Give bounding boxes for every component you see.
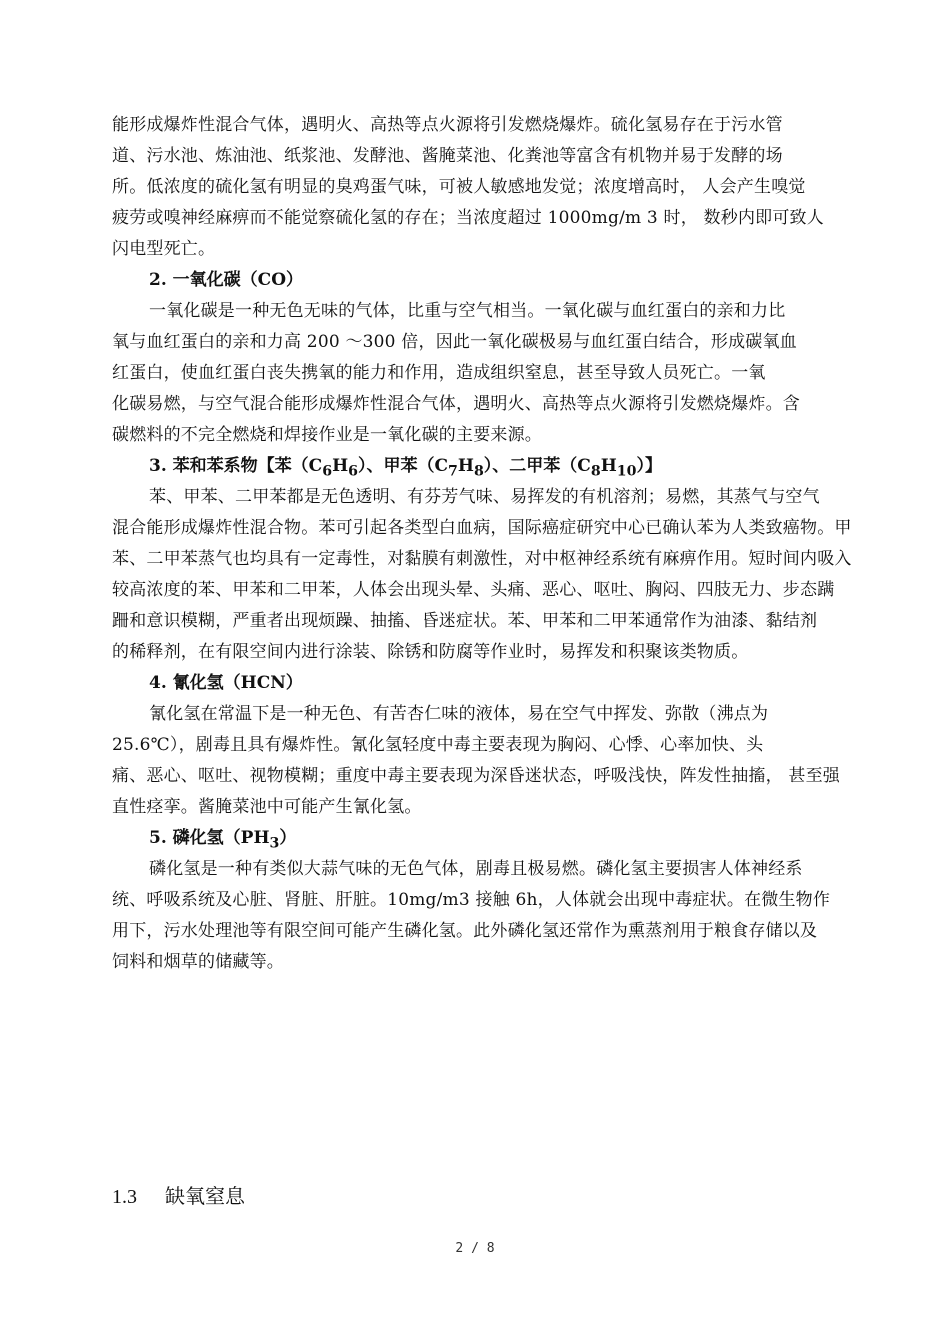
paragraph-line: 统、呼吸系统及心脏、肾脏、肝脏。10mg/m3 接触 6h，人体就会出现中毒症状。在微生物作 (112, 890, 831, 910)
paragraph-line: 饲料和烟草的储藏等。 (112, 952, 284, 972)
heading-hcn: 4. 氰化氢（HCN） (149, 673, 303, 693)
formula-subscript: 10 (616, 463, 637, 480)
paragraph-line: 道、污水池、炼油池、纸浆池、发酵池、酱腌菜池、化粪池等富含有机物并易于发酵的场 (112, 146, 783, 166)
heading-co: 2. 一氧化碳（CO） (149, 270, 304, 290)
formula-subscript: 6 (322, 463, 333, 480)
formula-subscript: 6 (348, 463, 358, 480)
paragraph-line: 较高浓度的苯、甲苯和二甲苯，人体会出现头晕、头痛、恶心、呕吐、胸闷、四肢无力、步态蹒 (112, 580, 835, 600)
formula-h: H (332, 456, 349, 476)
formula-subscript: 3 (269, 835, 280, 852)
formula-subscript: 8 (473, 463, 484, 480)
heading-text: 5. 磷化氢（PH (149, 828, 270, 848)
paragraph-line: 直性痉挛。酱腌菜池中可能产生氰化氢。 (112, 797, 422, 817)
formula-c: C (577, 456, 591, 476)
heading-text: ）】 (636, 456, 662, 476)
formula-h: H (457, 456, 474, 476)
formula-subscript: 7 (448, 463, 458, 480)
paragraph-line: 痛、恶心、呕吐、视物模糊；重度中毒主要表现为深昏迷状态，呼吸浅快，阵发性抽搐， 甚至强 (112, 766, 841, 786)
section-heading (112, 1183, 245, 1211)
paragraph-line: 磷化氢是一种有类似大蒜气味的无色气体，剧毒且极易燃。磷化氢主要损害人体神经系 (149, 859, 803, 879)
paragraph-line: 所。低浓度的硫化氢有明显的臭鸡蛋气味，可被人敏感地发觉；浓度增高时， 人会产生嗅觉 (112, 177, 806, 197)
paragraph-line: 混合能形成爆炸性混合物。苯可引起各类型白血病，国际癌症研究中心已确认苯为人类致癌物。甲 (112, 518, 852, 538)
paragraph-line: 化碳易燃，与空气混合能形成爆炸性混合气体，遇明火、高热等点火源将引发燃烧爆炸。含 (112, 394, 800, 414)
paragraph-line: 25.6℃），剧毒且具有爆炸性。氰化氢轻度中毒主要表现为胸闷、心悸、心率加快、头 (112, 735, 764, 755)
heading-text: ）、二甲苯（ (483, 456, 578, 476)
section-number: 1.3 (112, 1186, 137, 1208)
paragraph-line: 疲劳或嗅神经麻痹而不能觉察硫化氢的存在；当浓度超过 1000mg/m 3 时， 数秒内即可致人 (112, 208, 824, 228)
paragraph-line: 跚和意识模糊，严重者出现烦躁、抽搐、昏迷症状。苯、甲苯和二甲苯通常作为油漆、黏结剂 (112, 611, 818, 631)
page-number: 2 / 8 (455, 1241, 495, 1256)
heading-text: ） (279, 828, 297, 848)
formula-h: H (600, 456, 617, 476)
paragraph-line: 的稀释剂，在有限空间内进行涂装、除锈和防腐等作业时，易挥发和积聚该类物质。 (112, 642, 749, 662)
paragraph-line: 一氧化碳是一种无色无味的气体，比重与空气相当。一氧化碳与血红蛋白的亲和力比 (149, 301, 786, 321)
formula-c: C (434, 456, 449, 476)
paragraph-line: 碳燃料的不完全燃烧和焊接作业是一氧化碳的主要来源。 (112, 425, 542, 445)
heading-text: ）、甲苯（ (357, 456, 435, 476)
formula-c: C (308, 456, 323, 476)
paragraph-line: 闪电型死亡。 (112, 239, 216, 259)
paragraph-line: 用下，污水处理池等有限空间可能产生磷化氢。此外磷化氢还常作为熏蒸剂用于粮食存储以及 (112, 921, 818, 941)
body-text (112, 110, 852, 978)
formula-subscript: 8 (590, 463, 601, 480)
paragraph-line: 能形成爆炸性混合气体，遇明火、高热等点火源将引发燃烧爆炸。硫化氢易存在于污水管 (112, 115, 783, 135)
paragraph-line: 苯、二甲苯蒸气也均具有一定毒性，对黏膜有刺激性，对中枢神经系统有麻痹作用。短时间内吸入 (112, 549, 852, 569)
paragraph-line: 氰化氢在常温下是一种无色、有苦杏仁味的液体，易在空气中挥发、弥散（沸点为 (149, 704, 769, 724)
heading-ph3 (112, 823, 842, 854)
paragraph-line: 苯、甲苯、二甲苯都是无色透明、有芬芳气味、易挥发的有机溶剂；易燃，其蒸气与空气 (149, 487, 820, 507)
paragraph-line: 氧与血红蛋白的亲和力高 200 ～300 倍，因此一氧化碳极易与血红蛋白结合，形成碳氧血 (112, 332, 797, 352)
heading-benzene (112, 451, 842, 482)
section-title: 缺氧窒息 (165, 1186, 245, 1208)
paragraph-line: 红蛋白，使血红蛋白丧失携氧的能力和作用，造成组织窒息，甚至导致人员死亡。一氧 (112, 363, 766, 383)
heading-text: 3. 苯和苯系物【苯（ (149, 456, 309, 476)
